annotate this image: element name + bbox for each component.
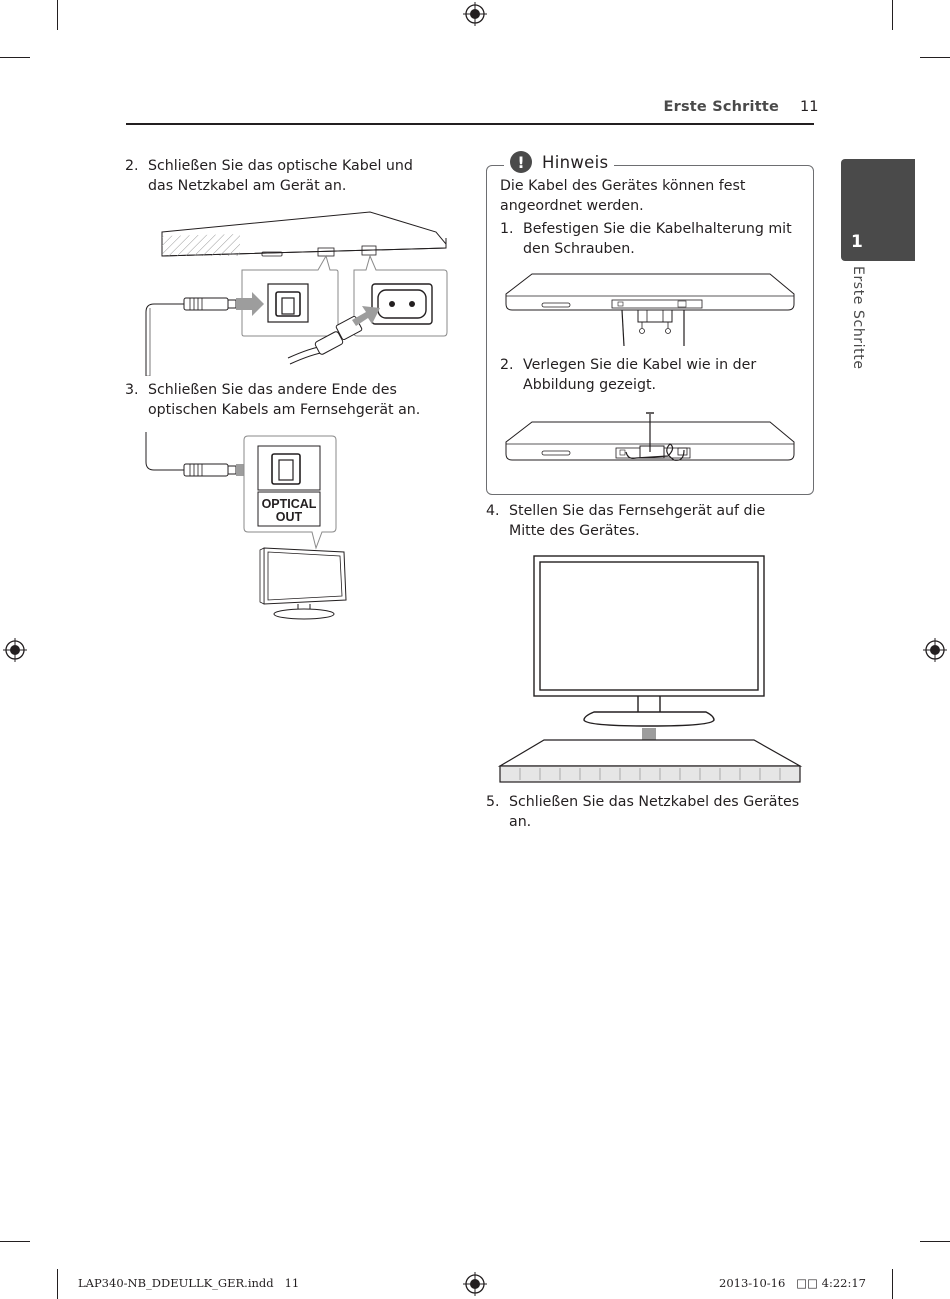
note-item-number: 1. (500, 221, 514, 237)
registration-mark-icon (3, 638, 27, 662)
note-item-text: Verlegen Sie die Kabel wie in der Abbildung gezeigt. (523, 357, 757, 393)
registration-mark-icon (923, 638, 947, 662)
crop-mark (57, 0, 58, 30)
step-text: Schließen Sie das Netzkabel des Gerätes an. (509, 794, 800, 830)
figure-cable-routing (502, 408, 798, 464)
registration-mark-icon (463, 1272, 487, 1296)
step-text: Schließen Sie das optische Kabel und das Netzkabel am Gerät an. (148, 158, 413, 194)
header-rule (126, 123, 814, 125)
optical-label-line2: OUT (275, 510, 303, 524)
note-title: Hinweis (542, 152, 609, 172)
chapter-number: 1 (851, 232, 863, 252)
figure-soundbar-connections (140, 208, 452, 376)
crop-mark (0, 57, 30, 58)
step-text: Schließen Sie das andere Ende des optischen Kabels am Fernsehgerät an. (148, 382, 421, 418)
crop-mark (57, 1269, 58, 1299)
step-number: 2. (125, 158, 139, 174)
step-number: 5. (486, 794, 500, 810)
step-number: 3. (125, 382, 139, 398)
running-header-title: Erste Schritte (663, 99, 779, 115)
figure-cable-holder-screws (502, 270, 798, 346)
chapter-side-label: Erste Schritte (850, 266, 866, 370)
exclamation-icon: ! (510, 151, 532, 173)
crop-mark (892, 0, 893, 30)
note-item-text: Befestigen Sie die Kabelhalterung mit den Schrauben. (523, 221, 792, 257)
registration-mark-icon (463, 2, 487, 26)
note-intro: Die Kabel des Gerätes können fest angeordnet werden. (500, 178, 746, 214)
step-number: 4. (486, 503, 500, 519)
step-text: Stellen Sie das Fernsehgerät auf die Mitte des Gerätes. (509, 503, 766, 539)
footer-timestamp: 2013-10-16 □□ 4:22:17 (719, 1276, 866, 1290)
footer-file-slug: LAP340-NB_DDEULLK_GER.indd 11 (78, 1276, 300, 1290)
optical-label-line1: OPTICAL (261, 497, 317, 511)
crop-mark (920, 1241, 950, 1242)
crop-mark (892, 1269, 893, 1299)
figure-tv-optical-out (140, 432, 352, 622)
note-header (504, 151, 614, 173)
crop-mark (920, 57, 950, 58)
crop-mark (0, 1241, 30, 1242)
page-number: 11 (800, 99, 819, 115)
note-item-number: 2. (500, 357, 514, 373)
figure-tv-on-soundbar (496, 554, 804, 786)
